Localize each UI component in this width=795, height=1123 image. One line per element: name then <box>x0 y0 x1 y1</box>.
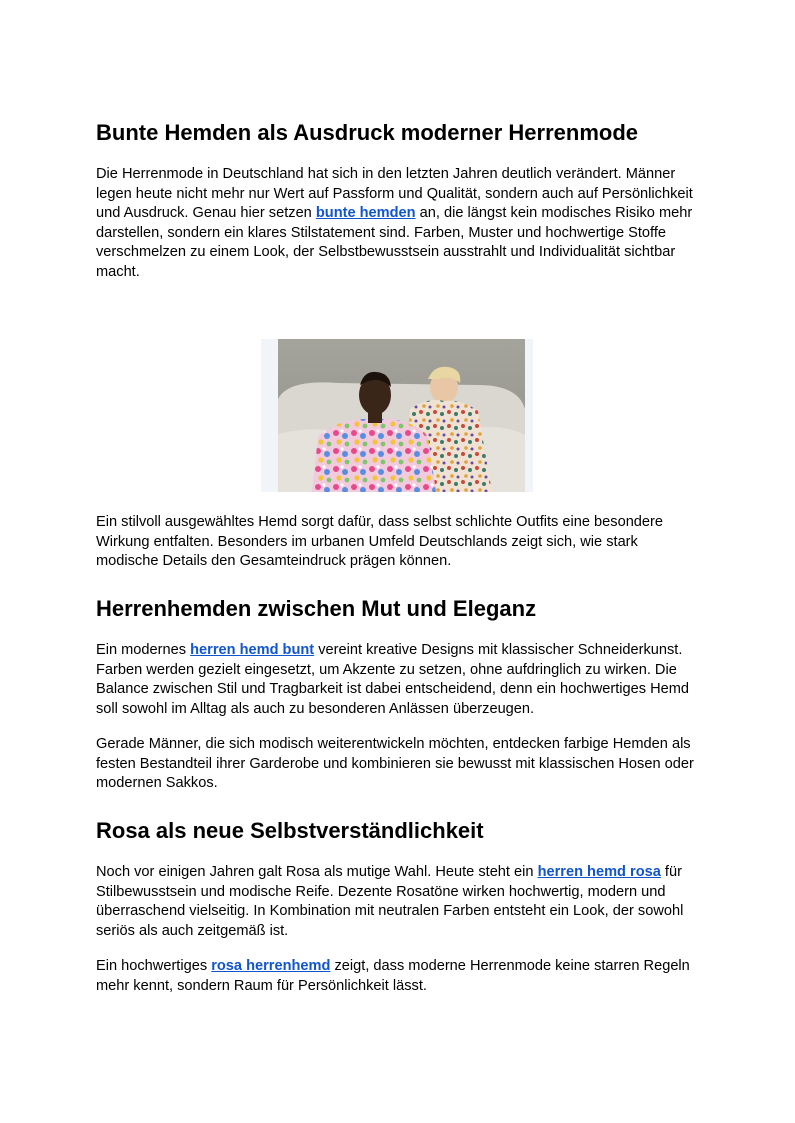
paragraph-intro <box>96 165 702 282</box>
paragraph-text: Noch vor einigen Jahren galt Rosa als mutige Wahl. Heute steht ein <box>96 864 538 880</box>
paragraph-text: vereint kreative Designs mit klassischer Schneiderkunst. Farben werden gezielt eingesetzt, um Akzente zu setzen, ohne aufdringlich zu wirken. Die Balance zwischen Stil und Tragbarkeit ist dabei entscheidend, denn ein hochwertiges Hemd soll sowohl im Alltag als auch zu besonderen Anlässen überzeugen. <box>96 642 690 717</box>
heading-rosa: Rosa als neue Selbstverständlichkeit <box>96 818 484 843</box>
article-image <box>261 339 533 492</box>
link-herren-hemd-rosa[interactable]: herren hemd rosa <box>537 864 661 880</box>
paragraph-text: für Stilbewusstsein und modische Reife. Dezente Rosatöne wirken hochwertig, modern und überraschend vielseitig. In Kombination mit neutralen Farben entsteht ein Look, der sowohl seriös als auch zeitgemäß ist. <box>96 864 684 939</box>
photo-two-men-colorful-shirts <box>278 339 525 492</box>
paragraph-text: Ein modernes <box>96 642 191 658</box>
paragraph-herren-hemd-rosa <box>96 863 702 941</box>
paragraph-text: zeigt, dass moderne Herrenmode keine starren Regeln mehr kennt, sondern Raum für Persönlichkeit lässt. <box>96 958 690 994</box>
paragraph-hemd-wirkung: Ein stilvoll ausgewähltes Hemd sorgt dafür, dass selbst schlichte Outfits eine besondere Wirkung entfalten. Besonders im urbanen Umfeld Deutschlands zeigt sich, wie stark modische Details den Gesamteindruck prägen können. <box>96 514 664 569</box>
paragraph-text: an, die längst kein modisches Risiko mehr darstellen, sondern ein klares Stilstatement sind. Farben, Muster und hochwertige Stoffe verschmelzen zu einem Look, der Selbstbewusstsein ausstrahlt und Individualität sichtbar macht. <box>96 205 693 280</box>
paragraph-garderobe: Gerade Männer, die sich modisch weiterentwickeln möchten, entdecken farbige Hemden als festen Bestandteil ihrer Garderobe und kombinieren sie bewusst mit klassischen Hosen oder modernen Sakkos. <box>96 736 694 791</box>
paragraph-herren-hemd-bunt <box>96 641 702 719</box>
heading-mut-und-eleganz: Herrenhemden zwischen Mut und Eleganz <box>96 596 537 621</box>
paragraph-text: Die Herrenmode in Deutschland hat sich in den letzten Jahren deutlich verändert. Männer legen heute nicht mehr nur Wert auf Passform und Qualität, sondern auch auf Persönlichkeit und Ausdruck. Genau hier setzen <box>96 166 693 221</box>
link-herren-hemd-bunt[interactable]: herren hemd bunt <box>190 642 315 658</box>
paragraph-rosa-herrenhemd <box>96 957 702 996</box>
heading-bunte-hemden: Bunte Hemden als Ausdruck moderner Herrenmode <box>96 120 638 145</box>
link-bunte-hemden[interactable]: bunte hemden <box>315 205 416 221</box>
paragraph-text: Ein hochwertiges <box>96 958 212 974</box>
link-rosa-herrenhemd[interactable]: rosa herrenhemd <box>211 958 331 974</box>
